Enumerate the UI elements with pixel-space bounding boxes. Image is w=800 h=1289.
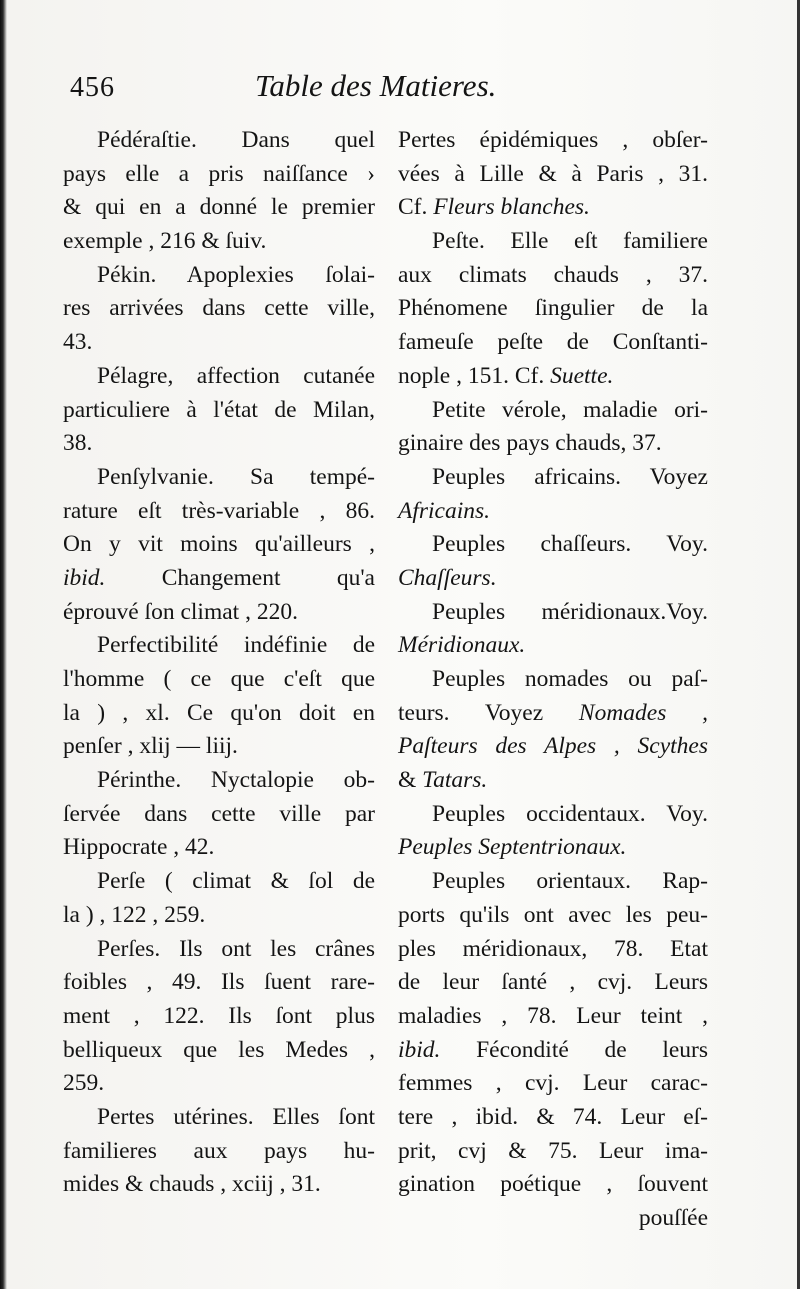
index-entry (398, 461, 708, 528)
index-entry (398, 225, 708, 393)
index-line: Périnthe. Nyctalopie ob- (97, 767, 375, 794)
index-line: Peuples chaſſeurs. Voy. (432, 531, 708, 558)
index-line: Perſes. Ils ont les crânes (97, 935, 375, 962)
index-entry (398, 528, 708, 595)
index-line: Phénomene ſingulier de la (398, 295, 708, 322)
index-line: Peuples occidentaux. Voy. (432, 800, 708, 827)
index-entry (398, 798, 708, 865)
index-line: ports qu'ils ont avec les peu- (398, 901, 708, 928)
index-entry (398, 865, 708, 1236)
index-line: tere , ibid. & 74. Leur eſ- (398, 1103, 708, 1130)
index-line: ibid. Changement qu'a (63, 564, 375, 591)
index-line: aux climats chauds , 37. (398, 261, 708, 288)
index-entry (398, 394, 708, 461)
index-line: ment , 122. Ils ſont plus (63, 1002, 375, 1029)
index-line: Pékin. Apoplexies ſolai- (97, 261, 375, 288)
index-line: ginaire des pays chauds, 37. (398, 430, 662, 457)
index-line: mides & chauds , xciij , 31. (63, 1171, 321, 1198)
running-title: Table des Matieres. (255, 68, 497, 103)
index-line: de leur ſanté , cvj. Leurs (398, 969, 708, 996)
index-line: pouſſée (638, 1205, 708, 1231)
index-line: ples méridionaux, 78. Etat (398, 935, 708, 962)
index-entry (63, 865, 375, 932)
index-column-left (63, 124, 375, 1202)
index-line: gination poétique , ſouvent (398, 1171, 708, 1198)
index-line: Hippocrate , 42. (63, 834, 215, 861)
index-line: Peuples africains. Voyez (432, 463, 708, 490)
index-line: ibid. Fécondité de leurs (398, 1036, 708, 1063)
index-line: Pédéraſtie. Dans quel (97, 127, 375, 153)
index-line: Perfectibilité indéfinie de (97, 632, 375, 659)
index-line: particuliere à l'état de Milan, (63, 396, 375, 423)
index-line: femmes , cvj. Leur carac- (398, 1070, 708, 1097)
index-line: Peuples Septentrionaux. (398, 834, 627, 861)
index-line: Paſteurs des Alpes , Scythes (398, 733, 708, 760)
index-line: belliqueux que les Medes , (63, 1036, 375, 1063)
index-line: la ) , xl. Ce qu'on doit en (63, 699, 375, 726)
index-line: 43. (63, 329, 93, 356)
index-line: Perſe ( climat & ſol de (97, 868, 375, 895)
index-entry (63, 461, 375, 629)
index-line: Peuples nomades ou paſ- (432, 666, 708, 692)
index-line: exemple , 216 & ſuiv. (63, 228, 267, 255)
index-line: Peſte. Elle eſt familiere (432, 228, 708, 255)
index-entry (398, 663, 708, 798)
index-line: 38. (63, 430, 93, 457)
index-line: fameuſe peſte de Conſtanti- (398, 329, 708, 356)
page-header (70, 68, 720, 112)
index-entry (63, 629, 375, 764)
index-entry (63, 933, 375, 1101)
index-line: Africains. (398, 497, 491, 524)
index-line: Méridionaux. (398, 632, 526, 659)
index-line: familieres aux pays hu- (63, 1137, 375, 1164)
index-line: Pertes épidémiques , obſer- (398, 127, 708, 153)
index-line: rature eſt très-variable , 86. (63, 497, 375, 524)
index-line: ſervée dans cette ville par (63, 800, 375, 827)
page-number: 456 (70, 72, 115, 103)
index-line: pays elle a pris naiſſance › (63, 160, 375, 187)
index-line: penſer , xlij — liij. (63, 733, 238, 760)
index-entry (398, 124, 708, 225)
index-line: & Tatars. (398, 767, 488, 794)
index-line: Peuples orientaux. Rap- (432, 868, 708, 895)
index-entry (63, 124, 375, 259)
index-line: & qui en a donné le premier (63, 194, 375, 221)
index-entry (63, 259, 375, 360)
index-entry (63, 1101, 375, 1202)
index-column-right (398, 124, 708, 1236)
index-line: Penſylvanie. Sa tempé- (97, 463, 375, 490)
index-line: 259. (63, 1070, 105, 1097)
index-line: maladies , 78. Leur teint , (398, 1002, 708, 1029)
index-line: teurs. Voyez Nomades , (398, 699, 708, 726)
index-line: On y vit moins qu'ailleurs , (63, 531, 375, 558)
index-line: la ) , 122 , 259. (63, 901, 206, 928)
index-entry (398, 596, 708, 663)
index-line: Pertes utérines. Elles ſont (97, 1103, 375, 1130)
index-line: Peuples méridionaux.Voy. (432, 598, 708, 625)
index-line: Pélagre, affection cutanée (97, 362, 375, 389)
index-line: vées à Lille & à Paris , 31. (398, 160, 708, 187)
index-entry (63, 764, 375, 865)
index-line: Petite vérole, maladie ori- (432, 396, 708, 423)
index-line: éprouvé ſon climat , 220. (63, 598, 298, 625)
index-line: Cf. Fleurs blanches. (398, 194, 590, 221)
index-entry (63, 360, 375, 461)
index-line: prit, cvj & 75. Leur ima- (398, 1137, 708, 1164)
index-line: l'homme ( ce que c'eſt que (63, 666, 375, 692)
index-line: Chaſſeurs. (398, 564, 497, 591)
index-line: res arrivées dans cette ville, (63, 295, 375, 322)
index-line: nople , 151. Cf. Suette. (398, 362, 614, 389)
index-line: foibles , 49. Ils ſuent rare- (63, 969, 375, 996)
